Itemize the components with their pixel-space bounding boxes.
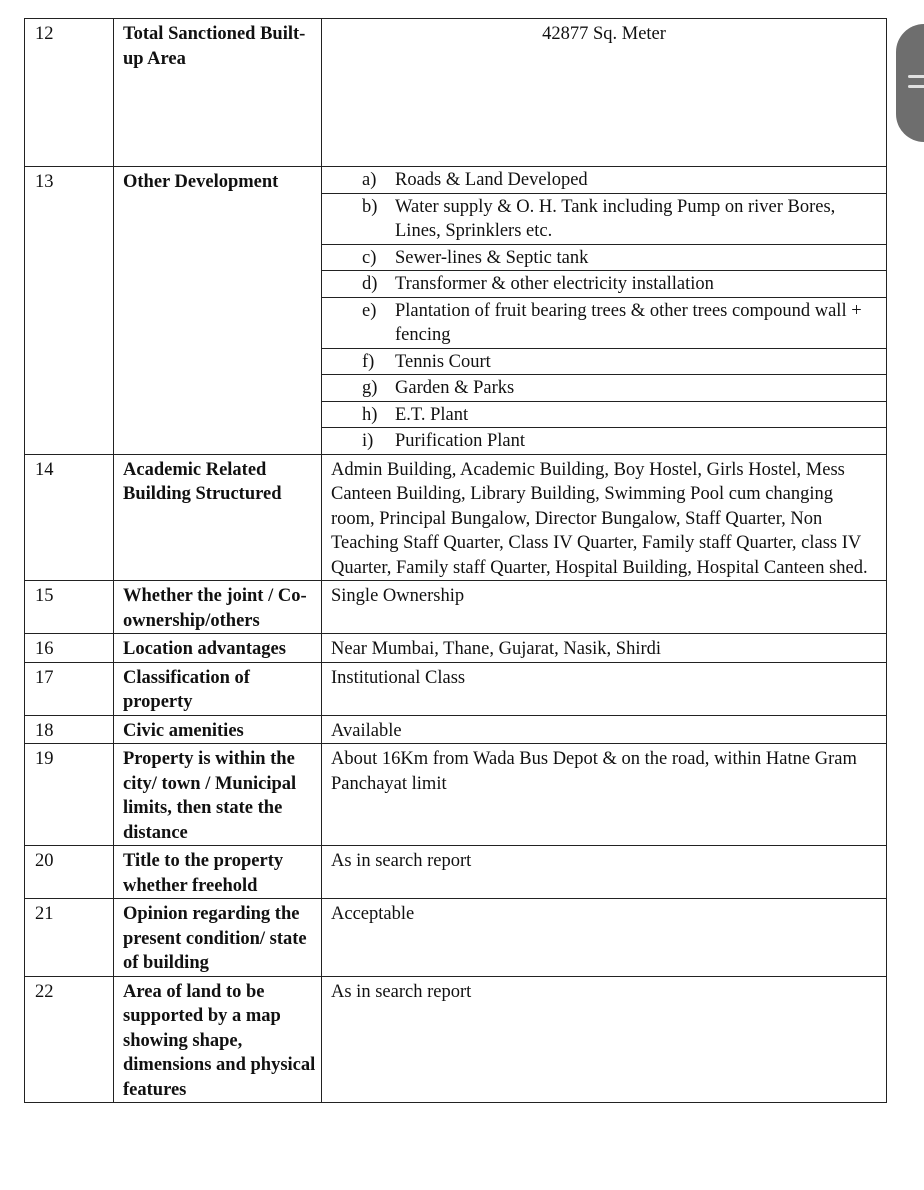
row-number: 19 (25, 744, 114, 846)
row-value: Acceptable (322, 899, 887, 977)
row-value: As in search report (322, 846, 887, 899)
row-label: Area of land to be supported by a map showing shape, dimensions and physical features (114, 976, 322, 1103)
list-text: Water supply & O. H. Tank including Pump on river Bores, Lines, Sprinklers etc. (395, 196, 836, 241)
table-row (25, 167, 887, 455)
list-item (322, 245, 886, 272)
list-marker: g) (362, 378, 378, 398)
row-number: 22 (25, 976, 114, 1103)
list-text: Roads & Land Developed (395, 170, 588, 190)
row-number: 16 (25, 634, 114, 663)
row-value: Available (322, 715, 887, 744)
list-item (322, 167, 886, 194)
development-list (322, 167, 887, 455)
table-row (25, 19, 887, 167)
row-label: Academic Related Building Structured (114, 454, 322, 581)
list-marker: f) (362, 351, 375, 372)
row-value: About 16Km from Wada Bus Depot & on the road, within Hatne Gram Panchayat limit (322, 744, 887, 846)
row-label: Whether the joint / Co-ownership/others (114, 581, 322, 634)
row-number: 13 (25, 167, 114, 455)
side-panel-handle[interactable] (896, 24, 924, 142)
list-text: Tennis Court (395, 351, 491, 372)
row-label: Location advantages (114, 634, 322, 663)
list-text: Sewer-lines & Septic tank (395, 247, 589, 268)
row-number: 20 (25, 846, 114, 899)
row-value: Single Ownership (322, 581, 887, 634)
row-label: Other Development (114, 167, 322, 455)
table-row (25, 454, 887, 581)
row-number: 12 (25, 19, 114, 167)
table-row (25, 581, 887, 634)
list-text: Transformer & other electricity installation (395, 274, 714, 294)
table-row (25, 634, 887, 663)
list-marker: b) (362, 196, 378, 217)
list-marker: d) (362, 274, 378, 294)
row-number: 18 (25, 715, 114, 744)
row-number: 21 (25, 899, 114, 977)
list-item (322, 428, 886, 454)
property-details-table (24, 18, 887, 1103)
row-label: Property is within the city/ town / Municipal limits, then state the distance (114, 744, 322, 846)
list-marker: a) (362, 170, 377, 190)
table-row (25, 662, 887, 715)
row-label: Opinion regarding the present condition/ state of building (114, 899, 322, 977)
table-row (25, 899, 887, 977)
table-row (25, 846, 887, 899)
table-row (25, 976, 887, 1103)
list-item (322, 298, 886, 349)
list-item (322, 402, 886, 429)
row-number: 14 (25, 454, 114, 581)
list-text: Plantation of fruit bearing trees & other trees compound wall + fencing (395, 300, 862, 345)
row-value: Admin Building, Academic Building, Boy Hostel, Girls Hostel, Mess Canteen Building, Library Building, Swimming Pool cum changing room, Principal Bungalow, Director Bungalow, Staff Quarter, Non Teaching Staff Quarter, Class IV Quarter, Family staff Quarter, class IV Quarter, Family staff Quarter, Hospital Building, Hospital Canteen shed. (322, 454, 887, 581)
menu-icon (908, 75, 924, 78)
row-number: 15 (25, 581, 114, 634)
row-label: Title to the property whether freehold (114, 846, 322, 899)
list-item (322, 194, 886, 245)
document-page (24, 18, 886, 1103)
row-value: 42877 Sq. Meter (322, 19, 887, 167)
row-label: Total Sanctioned Built-up Area (114, 19, 322, 167)
row-value: Institutional Class (322, 662, 887, 715)
row-number: 17 (25, 662, 114, 715)
list-text: Garden & Parks (395, 378, 515, 398)
menu-icon-bar (908, 85, 924, 88)
list-item (322, 271, 886, 298)
row-label: Classification of property (114, 662, 322, 715)
table-row (25, 744, 887, 846)
table-row (25, 715, 887, 744)
list-item (322, 349, 886, 376)
list-text: Purification Plant (395, 431, 525, 451)
row-value: Near Mumbai, Thane, Gujarat, Nasik, Shirdi (322, 634, 887, 663)
list-marker: c) (362, 247, 377, 268)
list-marker: e) (362, 300, 377, 321)
row-label: Civic amenities (114, 715, 322, 744)
list-marker: h) (362, 404, 378, 425)
list-marker: i) (362, 431, 374, 451)
list-item (322, 375, 886, 402)
row-value: As in search report (322, 976, 887, 1103)
list-text: E.T. Plant (395, 404, 469, 425)
